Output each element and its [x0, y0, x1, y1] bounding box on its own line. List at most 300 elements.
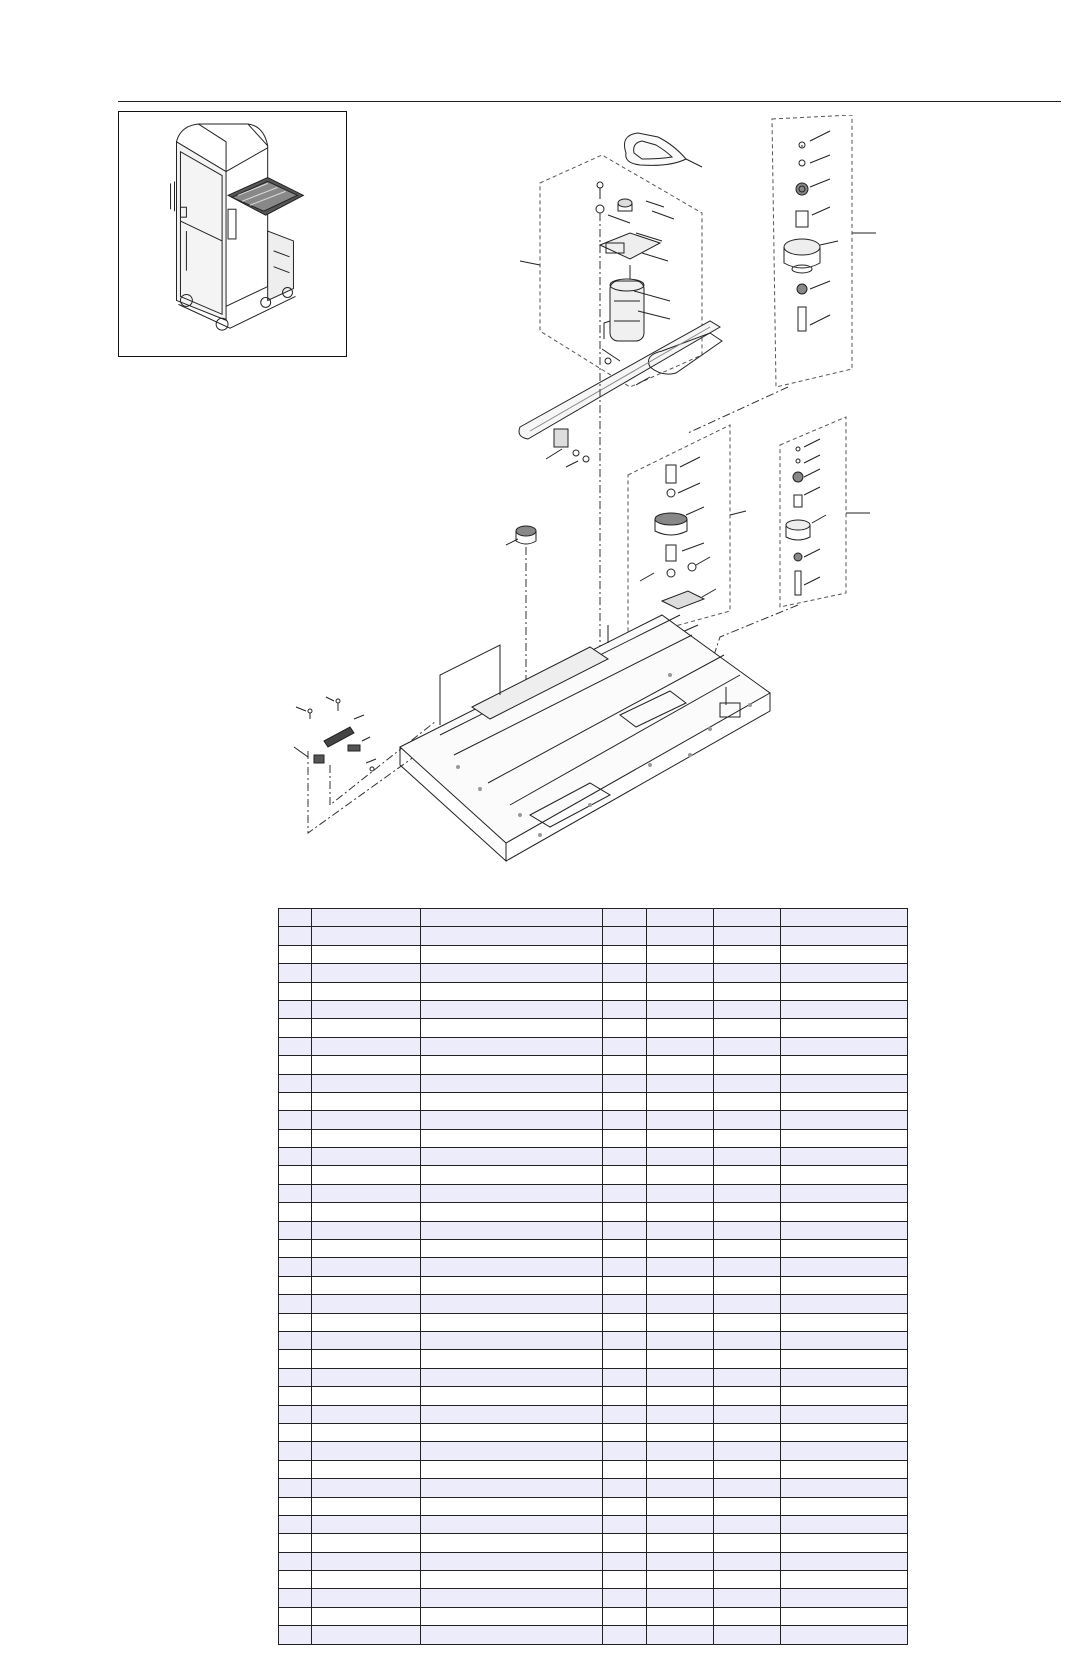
- table-cell: [279, 982, 312, 1000]
- table-cell: [603, 1203, 647, 1221]
- table-cell: [714, 1479, 781, 1497]
- table-cell: [312, 1037, 421, 1055]
- table-cell: [781, 927, 908, 945]
- table-cell: [312, 1148, 421, 1166]
- table-cell: [714, 1092, 781, 1110]
- table-row: [279, 1460, 908, 1478]
- table-cell: [603, 945, 647, 963]
- table-cell: [603, 1276, 647, 1294]
- table-cell: [603, 1056, 647, 1074]
- table-cell: [781, 1166, 908, 1184]
- table-cell: [421, 909, 603, 927]
- table-cell: [279, 1092, 312, 1110]
- table-cell: [279, 1203, 312, 1221]
- table-cell: [279, 1129, 312, 1147]
- table-cell: [714, 1000, 781, 1018]
- table-row: [279, 1387, 908, 1405]
- table-cell: [603, 1129, 647, 1147]
- table-cell: [647, 1405, 714, 1423]
- table-cell: [312, 1534, 421, 1552]
- table-cell: [279, 1166, 312, 1184]
- table-cell: [421, 927, 603, 945]
- table-cell: [603, 1000, 647, 1018]
- table-cell: [312, 1497, 421, 1515]
- table-cell: [647, 1368, 714, 1386]
- table-cell: [714, 1056, 781, 1074]
- table-cell: [647, 1184, 714, 1202]
- table-cell: [781, 1000, 908, 1018]
- table-cell: [714, 1626, 781, 1644]
- table-cell: [312, 1331, 421, 1349]
- table-cell: [603, 1148, 647, 1166]
- table-cell: [781, 909, 908, 927]
- table-cell: [312, 1607, 421, 1625]
- table-cell: [312, 1203, 421, 1221]
- table-row: [279, 1534, 908, 1552]
- table-cell: [781, 1074, 908, 1092]
- table-row: [279, 1571, 908, 1589]
- table-cell: [714, 1571, 781, 1589]
- table-cell: [421, 1460, 603, 1478]
- table-cell: [647, 1000, 714, 1018]
- table-cell: [421, 1442, 603, 1460]
- table-cell: [312, 1166, 421, 1184]
- table-cell: [781, 1203, 908, 1221]
- table-cell: [421, 1313, 603, 1331]
- table-row: [279, 1037, 908, 1055]
- table-cell: [647, 1258, 714, 1276]
- table-cell: [312, 1000, 421, 1018]
- table-cell: [279, 1479, 312, 1497]
- table-cell: [603, 1497, 647, 1515]
- table-cell: [781, 1460, 908, 1478]
- table-cell: [714, 1184, 781, 1202]
- table-cell: [421, 1221, 603, 1239]
- table-cell: [714, 1258, 781, 1276]
- table-cell: [279, 1019, 312, 1037]
- table-cell: [279, 1074, 312, 1092]
- table-row: [279, 1203, 908, 1221]
- table-cell: [312, 964, 421, 982]
- table-cell: [647, 1607, 714, 1625]
- table-cell: [781, 964, 908, 982]
- table-cell: [714, 1442, 781, 1460]
- table-cell: [647, 1571, 714, 1589]
- table-cell: [714, 1350, 781, 1368]
- table-cell: [647, 1056, 714, 1074]
- table-cell: [312, 1240, 421, 1258]
- table-cell: [647, 964, 714, 982]
- table-cell: [603, 982, 647, 1000]
- table-cell: [421, 1203, 603, 1221]
- table-cell: [421, 1405, 603, 1423]
- table-cell: [421, 1589, 603, 1607]
- table-row: [279, 1479, 908, 1497]
- table-cell: [603, 1552, 647, 1570]
- table-row: [279, 1626, 908, 1644]
- table-cell: [279, 1552, 312, 1570]
- table-cell: [647, 1423, 714, 1441]
- table-cell: [421, 1368, 603, 1386]
- table-cell: [279, 1405, 312, 1423]
- table-cell: [781, 1221, 908, 1239]
- table-cell: [279, 1240, 312, 1258]
- table-cell: [714, 1111, 781, 1129]
- table-cell: [714, 927, 781, 945]
- table-cell: [714, 1037, 781, 1055]
- table-cell: [647, 909, 714, 927]
- table-cell: [603, 1607, 647, 1625]
- table-cell: [781, 1423, 908, 1441]
- table-cell: [312, 1387, 421, 1405]
- table-cell: [603, 1589, 647, 1607]
- table-cell: [647, 1497, 714, 1515]
- table-cell: [647, 1074, 714, 1092]
- table-cell: [603, 1479, 647, 1497]
- table-row: [279, 982, 908, 1000]
- table-cell: [312, 1479, 421, 1497]
- table-cell: [312, 1221, 421, 1239]
- table-row: [279, 1276, 908, 1294]
- table-cell: [279, 1534, 312, 1552]
- table-cell: [781, 1497, 908, 1515]
- table-cell: [714, 1129, 781, 1147]
- table-cell: [781, 1276, 908, 1294]
- table-cell: [714, 1019, 781, 1037]
- table-cell: [714, 964, 781, 982]
- table-cell: [714, 1552, 781, 1570]
- table-cell: [279, 1258, 312, 1276]
- table-cell: [714, 1387, 781, 1405]
- table-cell: [279, 1387, 312, 1405]
- table-cell: [781, 1111, 908, 1129]
- table-cell: [279, 1368, 312, 1386]
- table-cell: [781, 1019, 908, 1037]
- table-cell: [714, 1240, 781, 1258]
- table-cell: [603, 1571, 647, 1589]
- table-cell: [312, 1313, 421, 1331]
- table-cell: [312, 1092, 421, 1110]
- table-row: [279, 1589, 908, 1607]
- table-cell: [647, 982, 714, 1000]
- table-cell: [421, 1552, 603, 1570]
- table-cell: [647, 1037, 714, 1055]
- table-row: [279, 1148, 908, 1166]
- table-cell: [647, 1350, 714, 1368]
- table-cell: [781, 982, 908, 1000]
- table-cell: [647, 1442, 714, 1460]
- table-cell: [714, 1313, 781, 1331]
- table-cell: [714, 1589, 781, 1607]
- table-cell: [312, 1019, 421, 1037]
- table-cell: [603, 1295, 647, 1313]
- table-cell: [312, 1129, 421, 1147]
- table-row: [279, 1074, 908, 1092]
- table-cell: [421, 1019, 603, 1037]
- table-row: [279, 1515, 908, 1533]
- table-cell: [312, 1589, 421, 1607]
- table-cell: [421, 964, 603, 982]
- table-cell: [421, 1129, 603, 1147]
- table-cell: [781, 945, 908, 963]
- table-cell: [421, 1092, 603, 1110]
- table-cell: [421, 1387, 603, 1405]
- table-cell: [279, 1571, 312, 1589]
- table-cell: [603, 1019, 647, 1037]
- table-cell: [279, 1331, 312, 1349]
- table-row: [279, 1313, 908, 1331]
- table-cell: [781, 1552, 908, 1570]
- table-cell: [603, 1166, 647, 1184]
- table-cell: [312, 1258, 421, 1276]
- table-cell: [279, 1589, 312, 1607]
- table-cell: [312, 1515, 421, 1533]
- table-row: [279, 1331, 908, 1349]
- table-cell: [279, 964, 312, 982]
- table-cell: [647, 1515, 714, 1533]
- table-cell: [647, 1240, 714, 1258]
- table-cell: [647, 1166, 714, 1184]
- table-row: [279, 1552, 908, 1570]
- table-cell: [312, 927, 421, 945]
- table-cell: [714, 1148, 781, 1166]
- table-cell: [647, 927, 714, 945]
- table-cell: [781, 1056, 908, 1074]
- table-cell: [647, 945, 714, 963]
- table-row: [279, 1607, 908, 1625]
- table-cell: [647, 1479, 714, 1497]
- table-cell: [781, 1571, 908, 1589]
- table-cell: [647, 1221, 714, 1239]
- table-cell: [781, 1479, 908, 1497]
- table-cell: [647, 1203, 714, 1221]
- parts-list-body: [279, 909, 908, 1645]
- table-cell: [781, 1405, 908, 1423]
- table-cell: [421, 1000, 603, 1018]
- table-cell: [421, 1534, 603, 1552]
- table-cell: [279, 927, 312, 945]
- table-cell: [714, 1368, 781, 1386]
- table-cell: [603, 909, 647, 927]
- table-row: [279, 1184, 908, 1202]
- table-cell: [781, 1295, 908, 1313]
- table-row: [279, 1295, 908, 1313]
- table-cell: [421, 1571, 603, 1589]
- table-cell: [312, 909, 421, 927]
- table-cell: [421, 1074, 603, 1092]
- table-row: [279, 1497, 908, 1515]
- table-cell: [647, 1276, 714, 1294]
- table-cell: [647, 1626, 714, 1644]
- table-cell: [714, 945, 781, 963]
- table-cell: [421, 1497, 603, 1515]
- table-cell: [279, 1313, 312, 1331]
- table-cell: [421, 1295, 603, 1313]
- table-row: [279, 964, 908, 982]
- table-cell: [714, 1607, 781, 1625]
- table-cell: [603, 1313, 647, 1331]
- table-cell: [781, 1240, 908, 1258]
- table-cell: [603, 1515, 647, 1533]
- table-cell: [603, 1368, 647, 1386]
- table-cell: [603, 1626, 647, 1644]
- table-row: [279, 1092, 908, 1110]
- table-cell: [279, 1460, 312, 1478]
- table-cell: [312, 1368, 421, 1386]
- table-cell: [279, 1423, 312, 1441]
- table-cell: [781, 1607, 908, 1625]
- table-cell: [603, 1331, 647, 1349]
- table-cell: [647, 1387, 714, 1405]
- conveyor-drive-icon: [290, 115, 940, 895]
- table-cell: [714, 1460, 781, 1478]
- table-cell: [421, 1111, 603, 1129]
- table-cell: [279, 945, 312, 963]
- table-cell: [781, 1442, 908, 1460]
- table-cell: [421, 1148, 603, 1166]
- table-cell: [421, 1607, 603, 1625]
- table-cell: [312, 1056, 421, 1074]
- table-cell: [647, 1295, 714, 1313]
- table-cell: [279, 1497, 312, 1515]
- table-cell: [279, 1148, 312, 1166]
- table-cell: [647, 1092, 714, 1110]
- table-cell: [714, 1203, 781, 1221]
- table-cell: [714, 982, 781, 1000]
- table-cell: [279, 1184, 312, 1202]
- table-cell: [421, 1626, 603, 1644]
- table-row: [279, 1221, 908, 1239]
- table-cell: [781, 1313, 908, 1331]
- table-cell: [603, 1092, 647, 1110]
- table-cell: [714, 1534, 781, 1552]
- table-cell: [279, 1000, 312, 1018]
- table-cell: [603, 964, 647, 982]
- table-cell: [714, 1497, 781, 1515]
- table-cell: [781, 1626, 908, 1644]
- table-cell: [279, 1442, 312, 1460]
- table-cell: [603, 1460, 647, 1478]
- table-row: [279, 1423, 908, 1441]
- table-row: [279, 927, 908, 945]
- table-cell: [421, 1037, 603, 1055]
- table-cell: [603, 1037, 647, 1055]
- exploded-assembly-diagram: [290, 115, 940, 895]
- table-cell: [714, 1515, 781, 1533]
- table-cell: [312, 1111, 421, 1129]
- table-cell: [781, 1387, 908, 1405]
- table-cell: [603, 1111, 647, 1129]
- table-cell: [421, 1423, 603, 1441]
- table-cell: [421, 982, 603, 1000]
- table-cell: [312, 1074, 421, 1092]
- table-cell: [781, 1368, 908, 1386]
- table-cell: [647, 1111, 714, 1129]
- table-cell: [312, 1405, 421, 1423]
- table-cell: [421, 1276, 603, 1294]
- table-cell: [279, 1515, 312, 1533]
- table-cell: [603, 1534, 647, 1552]
- table-row: [279, 1129, 908, 1147]
- table-cell: [781, 1534, 908, 1552]
- parts-list-table: [278, 908, 908, 1645]
- table-cell: [781, 1184, 908, 1202]
- table-cell: [603, 1074, 647, 1092]
- table-cell: [714, 1423, 781, 1441]
- table-cell: [279, 1037, 312, 1055]
- table-row: [279, 1056, 908, 1074]
- table-cell: [279, 1350, 312, 1368]
- table-cell: [603, 1423, 647, 1441]
- table-cell: [279, 1276, 312, 1294]
- table-cell: [312, 1626, 421, 1644]
- table-row: [279, 1240, 908, 1258]
- table-cell: [312, 1276, 421, 1294]
- table-cell: [421, 1258, 603, 1276]
- header-rule: [118, 101, 1061, 102]
- table-cell: [647, 1331, 714, 1349]
- table-cell: [603, 1387, 647, 1405]
- table-cell: [714, 1276, 781, 1294]
- table-cell: [647, 1313, 714, 1331]
- table-cell: [781, 1037, 908, 1055]
- table-row: [279, 1350, 908, 1368]
- table-row: [279, 1368, 908, 1386]
- table-cell: [603, 1221, 647, 1239]
- table-cell: [421, 1240, 603, 1258]
- table-row: [279, 1019, 908, 1037]
- table-cell: [603, 1240, 647, 1258]
- table-cell: [781, 1129, 908, 1147]
- table-cell: [279, 1111, 312, 1129]
- table-cell: [421, 1350, 603, 1368]
- table-cell: [603, 1350, 647, 1368]
- table-cell: [279, 1056, 312, 1074]
- table-cell: [781, 1258, 908, 1276]
- table-cell: [421, 1331, 603, 1349]
- table-cell: [312, 1552, 421, 1570]
- table-cell: [603, 927, 647, 945]
- table-cell: [781, 1331, 908, 1349]
- table-cell: [647, 1534, 714, 1552]
- table-cell: [312, 1460, 421, 1478]
- table-row: [279, 1258, 908, 1276]
- table-cell: [421, 945, 603, 963]
- table-cell: [647, 1552, 714, 1570]
- table-cell: [647, 1589, 714, 1607]
- table-cell: [312, 1423, 421, 1441]
- table-cell: [714, 1295, 781, 1313]
- table-cell: [312, 1350, 421, 1368]
- table-row: [279, 945, 908, 963]
- table-cell: [279, 1607, 312, 1625]
- table-cell: [279, 1626, 312, 1644]
- table-cell: [279, 909, 312, 927]
- table-cell: [279, 1221, 312, 1239]
- table-cell: [421, 1479, 603, 1497]
- table-row: [279, 1111, 908, 1129]
- table-cell: [421, 1515, 603, 1533]
- table-cell: [714, 1221, 781, 1239]
- table-cell: [312, 1571, 421, 1589]
- table-row: [279, 909, 908, 927]
- table-cell: [714, 1166, 781, 1184]
- table-cell: [781, 1515, 908, 1533]
- table-cell: [603, 1442, 647, 1460]
- table-cell: [421, 1166, 603, 1184]
- table-cell: [421, 1184, 603, 1202]
- table-row: [279, 1000, 908, 1018]
